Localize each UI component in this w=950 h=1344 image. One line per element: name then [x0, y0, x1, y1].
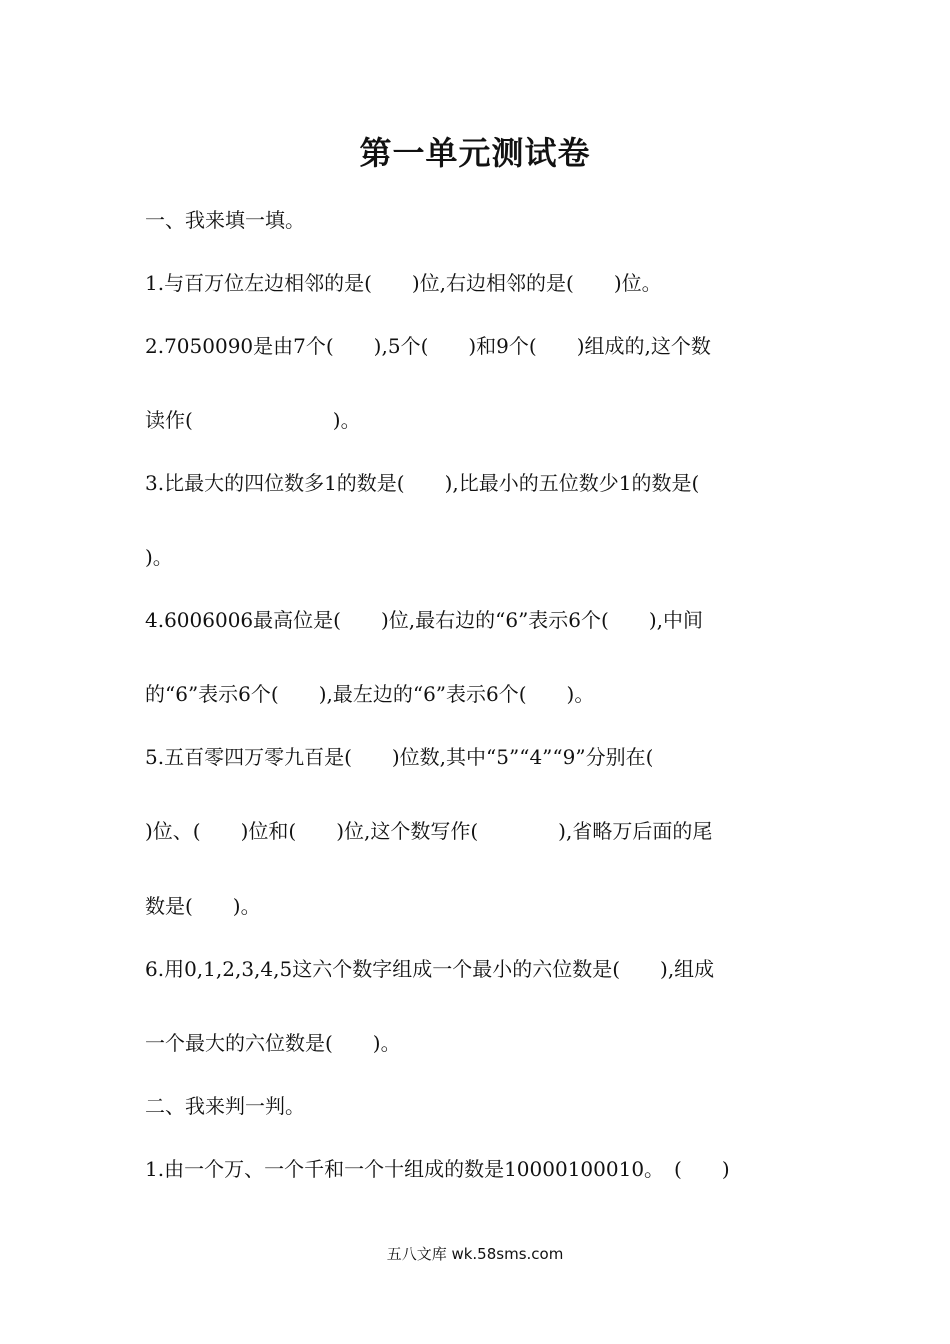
- question-line: )。: [145, 545, 173, 569]
- question-line: 3.比最大的四位数多1的数是( ),比最小的五位数少1的数是(: [145, 471, 700, 495]
- question-line: 读作( )。: [145, 408, 361, 432]
- question-line: 一个最大的六位数是( )。: [145, 1031, 401, 1055]
- question-line: )位、( )位和( )位,这个数写作( ),省略万后面的尾: [145, 819, 713, 843]
- question-line: 5.五百零四万零九百是( )位数,其中“5”“4”“9”分别在(: [145, 745, 654, 769]
- section-heading-judge: 二、我来判一判。: [145, 1094, 305, 1118]
- section-heading-fill-in: 一、我来填一填。: [145, 208, 305, 232]
- question-line: 2.7050090是由7个( ),5个( )和9个( )组成的,这个数: [145, 334, 711, 358]
- question-line: 4.6006006最高位是( )位,最右边的“6”表示6个( ),中间: [145, 608, 703, 632]
- question-line: 1.与百万位左边相邻的是( )位,右边相邻的是( )位。: [145, 271, 662, 295]
- question-line: 的“6”表示6个( ),最左边的“6”表示6个( )。: [145, 682, 595, 706]
- question-line: 1.由一个万、一个千和一个十组成的数是10000100010。 ( ): [145, 1157, 730, 1181]
- page-title: 第一单元测试卷: [359, 134, 591, 172]
- question-line: 6.用0,1,2,3,4,5这六个数字组成一个最小的六位数是( ),组成: [145, 957, 715, 981]
- footer-watermark: 五八文库 wk.58sms.com: [386, 1245, 564, 1263]
- question-line: 数是( )。: [145, 894, 261, 918]
